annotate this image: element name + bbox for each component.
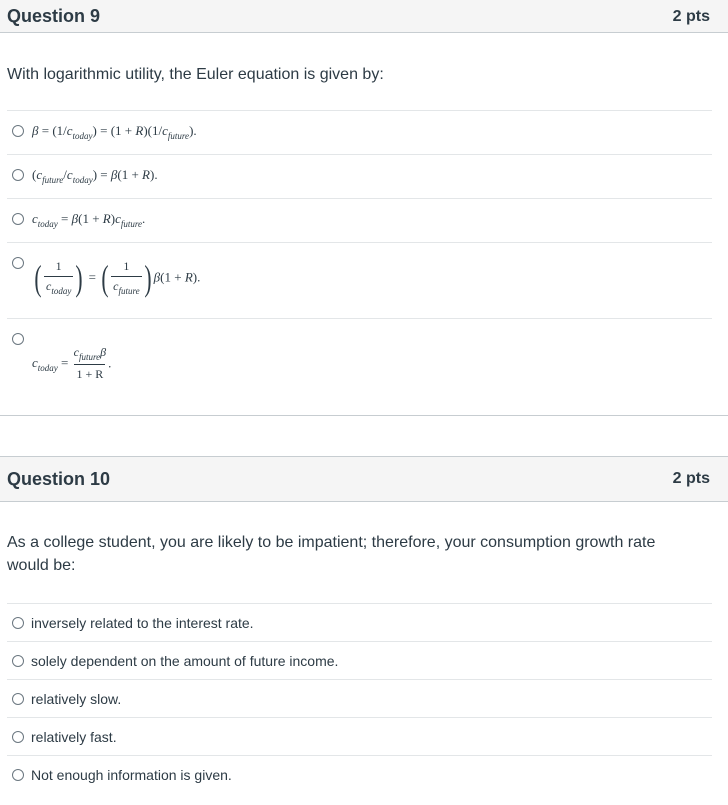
q10-option-5-radio[interactable]	[12, 769, 24, 781]
future-sub: future	[167, 131, 190, 141]
q9-option-e-math: $c_{today}$ = $\frac{c_{future}\beta}{1 + R}$ .	[32, 345, 112, 381]
c-symbol: c	[66, 123, 73, 138]
beta-symbol: β	[71, 211, 79, 226]
c-symbol: c	[162, 123, 168, 138]
numerator: 1	[55, 259, 62, 273]
q10-option-3[interactable]	[7, 679, 712, 717]
fraction-future	[111, 259, 142, 296]
q9-option-d[interactable]	[7, 242, 712, 318]
q9-option-a-math: $\beta = (1/c_{today}) = (1 + R)(1/c_{future})$.	[32, 123, 197, 141]
question-9-prompt: With logarithmic utility, the Euler equation is given by:	[7, 66, 384, 83]
today-sub: today	[37, 219, 58, 229]
future-sub: future	[120, 219, 143, 229]
numerator: 1	[123, 259, 130, 273]
equals-sign: =	[88, 269, 96, 285]
denominator	[111, 276, 142, 296]
today-sub: today	[72, 175, 93, 185]
c-symbol: c	[115, 211, 121, 226]
left-paren: (	[34, 257, 42, 298]
future-sub: future	[42, 175, 64, 185]
r-symbol: R	[102, 211, 111, 226]
q10-option-2-radio[interactable]	[12, 655, 24, 667]
today-sub: today	[51, 286, 72, 296]
question-9-title: Question 9	[7, 6, 101, 26]
q9-option-d-math: ( $\frac{1}{c_{today}}$ ) = ( $\frac{1}{c_{future}}$ ) β(1 + R).	[34, 257, 201, 298]
r-symbol: R	[184, 269, 193, 285]
q10-option-5[interactable]	[7, 755, 712, 793]
numerator	[72, 345, 108, 364]
q10-option-1-radio[interactable]	[12, 617, 24, 629]
question-10-points: 2 pts	[672, 470, 710, 487]
q9-option-b-radio[interactable]	[12, 169, 24, 181]
question-9-header	[0, 0, 728, 33]
q10-option-2-label: solely dependent on the amount of future income.	[31, 652, 339, 669]
right-paren: )	[144, 257, 152, 298]
q10-option-3-radio[interactable]	[12, 693, 24, 705]
c-symbol: c	[66, 167, 73, 182]
today-sub: today	[37, 362, 58, 373]
q10-option-4-label: relatively fast.	[31, 728, 117, 745]
q10-option-2[interactable]	[7, 641, 712, 679]
beta-symbol: β	[153, 269, 161, 285]
c-symbol: c	[46, 279, 52, 293]
future-sub: future	[78, 352, 101, 362]
q9-option-e-radio[interactable]	[12, 333, 24, 345]
c-symbol: c	[73, 345, 79, 359]
q10-option-4[interactable]	[7, 717, 712, 755]
right-paren: )	[75, 257, 83, 298]
q10-option-1[interactable]	[7, 603, 712, 641]
fraction-today	[44, 259, 73, 296]
beta-symbol: β	[100, 345, 107, 359]
q9-option-e[interactable]	[7, 318, 712, 398]
today-sub: today	[72, 131, 93, 141]
q10-option-4-radio[interactable]	[12, 731, 24, 743]
beta-symbol: β	[32, 123, 39, 138]
q9-option-b-math: $(c_{future}/c_{today}) = \beta(1 + R)$.	[32, 167, 158, 185]
fraction-beta	[72, 345, 108, 382]
q9-option-c-math: $c_{today} = \beta(1 + R)c_{future}$.	[32, 211, 146, 229]
q10-option-3-label: relatively slow.	[31, 690, 122, 707]
c-symbol: c	[32, 211, 38, 226]
c-symbol: c	[36, 167, 43, 182]
question-10-prompt: As a college student, you are likely to be impatient; therefore, your consumption growth rate would be:	[7, 534, 656, 574]
left-paren: (	[101, 257, 109, 298]
c-symbol: c	[32, 354, 38, 370]
question-9-points: 2 pts	[672, 7, 710, 25]
q10-option-1-label: inversely related to the interest rate.	[31, 614, 254, 631]
denominator: 1 + R	[74, 364, 105, 382]
q9-option-a[interactable]	[7, 110, 712, 154]
q10-option-5-label: Not enough information is given.	[31, 766, 232, 783]
c-symbol: c	[113, 279, 119, 293]
future-sub: future	[118, 286, 140, 296]
question-10-header	[0, 457, 728, 502]
r-symbol: R	[142, 167, 150, 182]
question-10-title: Question 10	[7, 468, 111, 489]
q9-option-a-radio[interactable]	[12, 125, 24, 137]
denominator	[44, 276, 73, 296]
q9-option-b[interactable]	[7, 154, 712, 198]
q9-option-c[interactable]	[7, 198, 712, 242]
q9-option-d-radio[interactable]	[12, 257, 24, 269]
q9-option-c-radio[interactable]	[12, 213, 24, 225]
beta-symbol: β	[110, 167, 118, 182]
r-symbol: R	[135, 123, 144, 138]
